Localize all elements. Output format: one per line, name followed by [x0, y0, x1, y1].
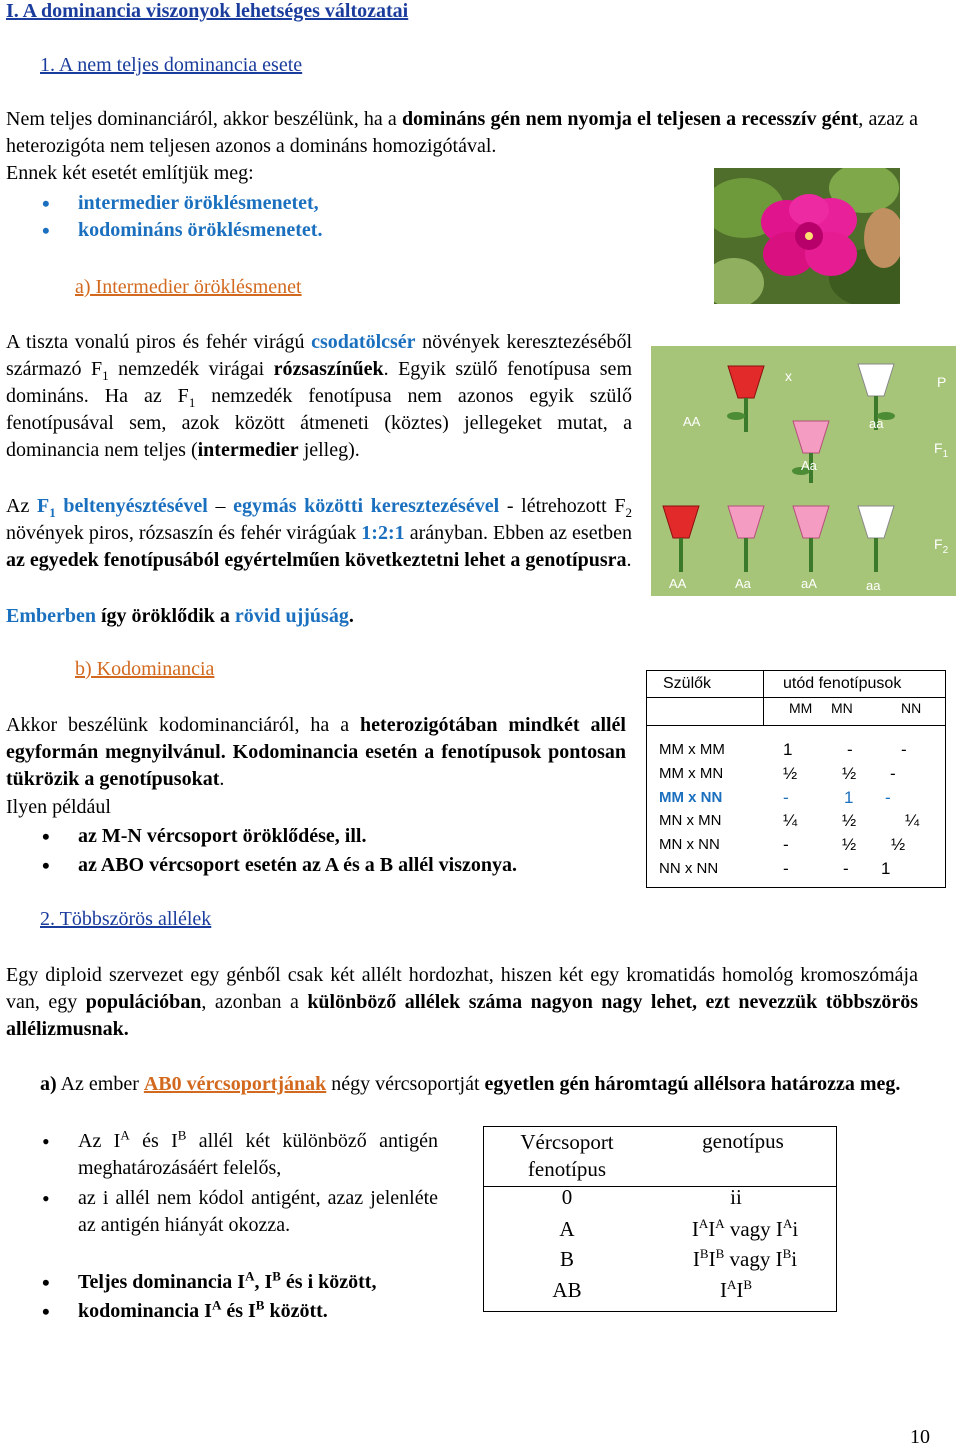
- multi-paragraph-2: a) Az ember AB0 vércsoportjának négy vércsoportját egyetlen gén háromtagú allélsora határozza meg.: [40, 1073, 901, 1095]
- cross-x-label: x: [785, 368, 792, 384]
- kod-header-utod: utód fenotípusok: [783, 675, 902, 692]
- kod-row-2-mn: ½: [842, 764, 857, 783]
- kod-row-5-nn: ½: [891, 835, 906, 854]
- kod-header-szulok: Szülők: [663, 675, 712, 692]
- cross-bottom-label-2: Aa: [735, 576, 751, 591]
- kod-row-3-nn: -: [885, 788, 891, 807]
- kod-row-1-parents: MM x MM: [659, 741, 725, 758]
- kodominancia-table: [646, 670, 946, 888]
- ab0-genotype-a: $I^AI^A$ vagy $I^Ai$: [691, 1216, 799, 1241]
- main-heading: I. A dominancia viszonyok lehetséges változatai: [6, 0, 409, 22]
- kod-row-5-mn: ½: [842, 835, 857, 854]
- section-b-bullets: [6, 823, 626, 879]
- ab0-genotype-b: $I^BI^B$ vagy $I^Bi$: [692, 1246, 798, 1271]
- bullet-kodominans: • kodomináns öröklésmenetet.: [6, 217, 506, 244]
- kod-row-3-mn: 1: [844, 788, 854, 807]
- ab0-bullet-1: • Az $I^A$ és $I^B$ allél két különböző antigén meghatározásáért felelős,: [6, 1128, 438, 1182]
- bullet-intermedier: • intermedier öröklésmenetet,: [6, 190, 506, 217]
- kod-row-1-mm: 1: [783, 740, 793, 759]
- bullet-mn: • az M-N vércsoport öröklődése, ill.: [6, 823, 626, 850]
- ab0-group-ab: AB: [552, 1278, 582, 1302]
- section-b-paragraph: Akkor beszélünk kodominanciáról, ha a heterozigótában mindkét allél egyformán megnyilvánul. Kodominancia esetén a fenotípusok pontosan tükrözik a genotípusokat.: [6, 714, 626, 790]
- kod-sub-nn: NN: [901, 700, 922, 716]
- intro-line-2: Ennek két esetét említjük meg:: [6, 162, 254, 184]
- cross-aa-top-label: AA: [683, 414, 701, 429]
- page-number: 10: [910, 1426, 930, 1448]
- section-a-paragraph-2: Az $F_1$ beltenyésztésével – egymás közötti keresztezésével - létrehozott $F_2$ növények piros, rózsaszín és fehér virágúak 1:2:1 arányban. Ebben az esetben az egyedek fenotípusából egyértelműen következtetni lehet a genotípusra.: [6, 495, 633, 571]
- kod-row-2-parents: MM x MN: [659, 765, 724, 782]
- ab0-genotype-0: ii: [730, 1185, 742, 1209]
- flower-photo: [714, 168, 900, 304]
- ab0-genotype-ab: $I^AI^B$: [719, 1277, 753, 1302]
- section-b-examples-intro: Ilyen például: [6, 796, 111, 818]
- section-heading-2: 2. Többszörös allélek: [40, 908, 212, 930]
- cross-aa-hetero-label: Aa: [801, 458, 817, 473]
- bullet-abo: • az ABO vércsoport esetén az A és a B allél viszonya.: [6, 852, 626, 879]
- section-b-heading: b) Kodominancia: [75, 658, 215, 680]
- kod-row-2-nn: -: [890, 764, 896, 783]
- ab0-group-0: 0: [561, 1185, 573, 1209]
- kod-row-2-mm: ½: [783, 764, 798, 783]
- cross-p-label: P: [937, 374, 947, 390]
- kod-row-3-mm: -: [783, 788, 789, 807]
- multi-paragraph-1: Egy diploid szervezet egy génből csak két allélt hordozhat, hiszen két egy kromatidás homológ kromoszómája van, egy populációban, azonban a különböző allélek száma nagyon nagy lehet, ezt nevezzük többszörös allélizmusnak.: [6, 964, 918, 1040]
- flower-photo-image: [714, 168, 900, 304]
- section-heading-1: 1. A nem teljes dominancia esete: [40, 54, 303, 76]
- ab0-header-phenotype: Vércsoport fenotípus: [520, 1130, 614, 1181]
- ab0-bullet-2: • az i allél nem kódol antigént, azaz jelenléte az antigén hiányát okozza.: [6, 1185, 438, 1239]
- ab0-header-genotype: genotípus: [702, 1129, 784, 1153]
- kod-row-5-parents: MN x NN: [659, 836, 720, 853]
- kod-row-1-nn: -: [901, 740, 907, 759]
- kod-row-6-mm: -: [783, 859, 789, 878]
- intro-paragraph: Nem teljes dominanciáról, akkor beszélünk, ha a domináns gén nem nyomja el teljesen a recesszív gént, azaz a heterozigóta nem teljesen azonos a domináns homozigótával.: [6, 108, 918, 157]
- kod-row-4-nn: ¼: [905, 811, 920, 830]
- kod-row-5-mm: -: [783, 835, 789, 854]
- kod-row-1-mn: -: [847, 740, 853, 759]
- ab0-table: [483, 1126, 837, 1312]
- ab0-bullets: [6, 1128, 438, 1325]
- cross-bottom-label-4: aa: [866, 578, 881, 593]
- kod-row-4-parents: MN x MN: [659, 812, 722, 829]
- cross-f2-label: $F_2$: [934, 536, 949, 556]
- kod-row-6-parents: NN x NN: [659, 860, 719, 877]
- kod-sub-mm: MM: [789, 700, 813, 716]
- cross-aa-recessive-label: aa: [869, 416, 884, 431]
- ab0-group-a: A: [559, 1217, 575, 1241]
- ab0-bullet-4: • kodominancia $I^A$ és $I^B$ között.: [6, 1298, 438, 1325]
- cross-diagram: [651, 346, 956, 596]
- ab0-bullet-3: • Teljes dominancia $I^A$, $I^B$ és i között,: [6, 1269, 438, 1296]
- cross-bottom-label-1: AA: [669, 576, 687, 591]
- cross-bottom-label-3: aA: [801, 576, 817, 591]
- ab0-group-b: B: [559, 1247, 574, 1271]
- cross-f1-label: $F_1$: [934, 440, 949, 460]
- kod-row-4-mm: ¼: [783, 811, 798, 830]
- kod-row-3-parents: MM x NN: [659, 789, 723, 806]
- section-a-paragraph-1: A tiszta vonalú piros és fehér virágú csodatölcsér növények keresztezéséből származó $F_1$ nemzedék virágai rózsaszínűek. Egyik szülő fenotípusa sem domináns. Ha az $F_1$ nemzedék fenotípusa nem azonos egyik szülő fenotípusával sem, azok között átmeneti (köztes) jellegeket mutat, a dominancia nem teljes (intermedier jelleg).: [6, 331, 633, 461]
- kod-row-4-mn: ½: [842, 811, 857, 830]
- intro-bullets: [6, 190, 506, 244]
- section-a-paragraph-3: Emberben így öröklődik a rövid ujjúság.: [6, 605, 354, 627]
- section-a-heading: a) Intermedier öröklésmenet: [75, 276, 302, 298]
- kod-row-6-nn: 1: [881, 859, 891, 878]
- kod-sub-mn: MN: [831, 700, 853, 716]
- kod-row-6-mn: -: [843, 859, 849, 878]
